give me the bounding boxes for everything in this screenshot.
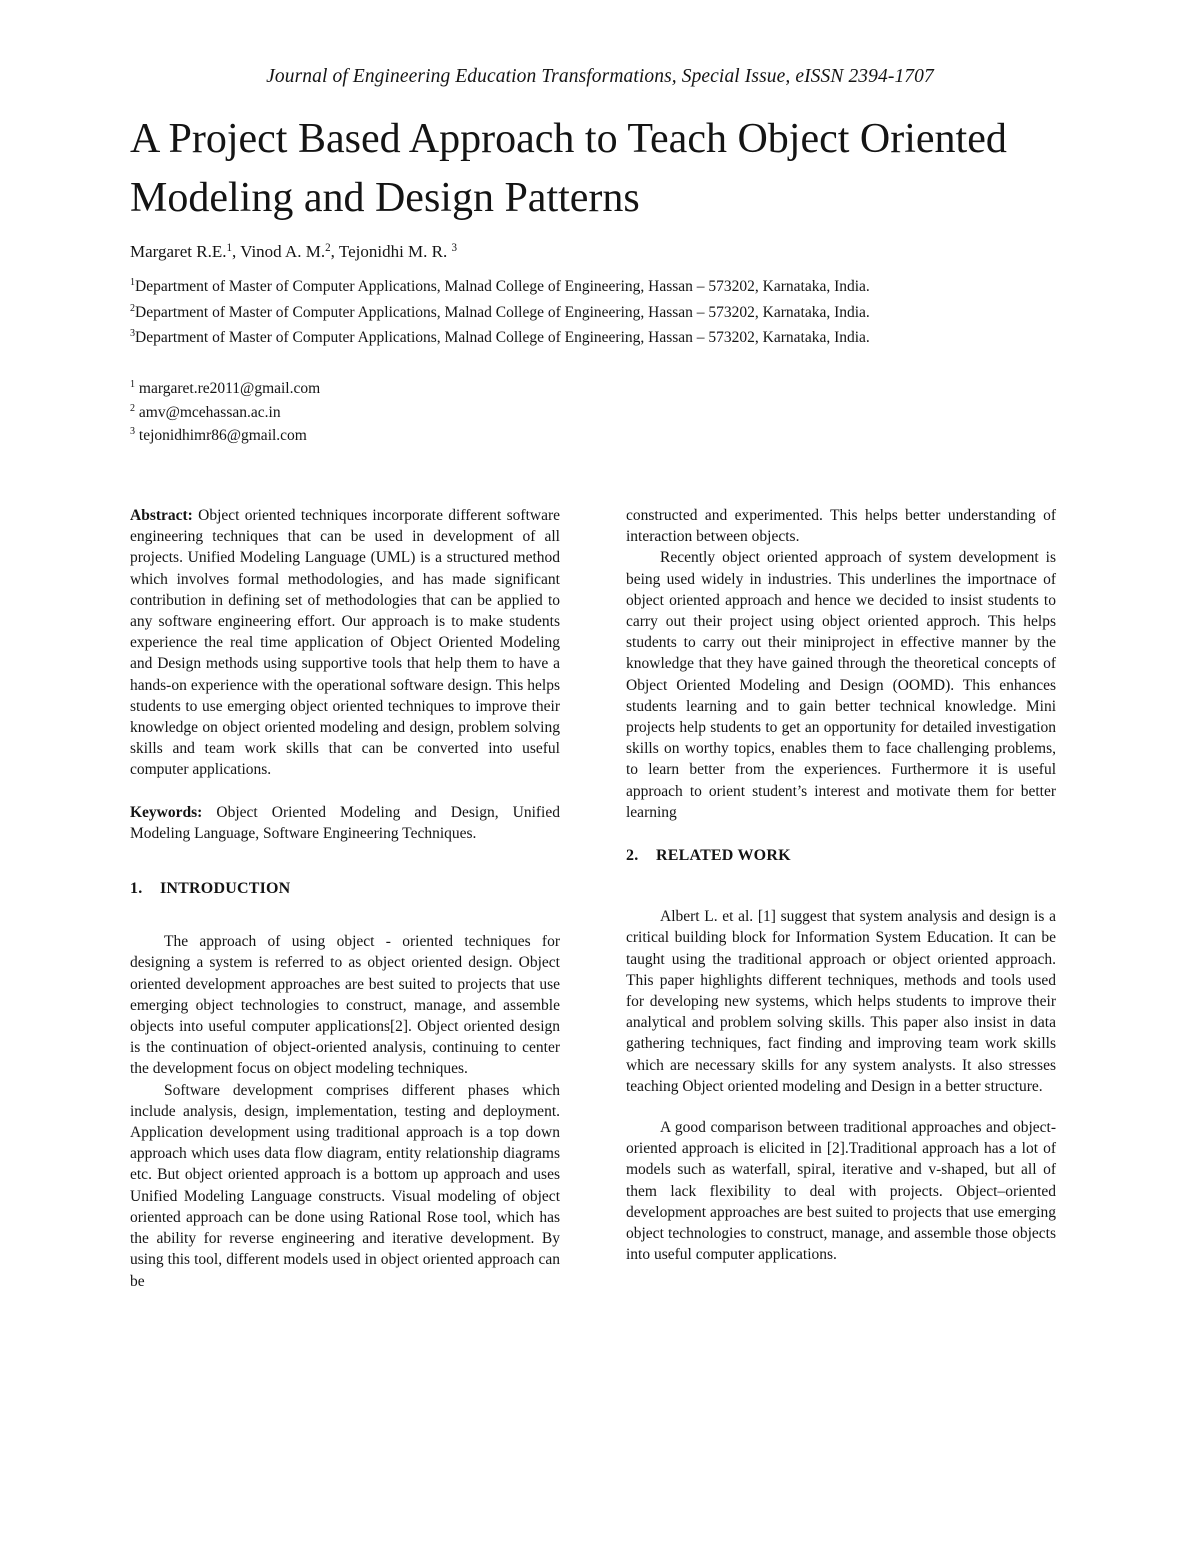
- author-separator: ,: [330, 242, 339, 261]
- email-mark: 1: [130, 379, 136, 391]
- author-list: [130, 242, 457, 262]
- email-address[interactable]: amv@mcehassan.ac.in: [138, 403, 281, 421]
- section-title: RELATED WORK: [656, 847, 791, 865]
- email-mark: 3: [130, 426, 136, 438]
- intro-continuation-paragraph: constructed and experimented. This helps better understanding of interaction between objects.: [626, 507, 1056, 546]
- affiliation-mark: 2: [130, 302, 136, 314]
- author-mark: 3: [451, 241, 458, 254]
- journal-header: Journal of Engineering Education Transformations, Special Issue, eISSN 2394-1707: [266, 66, 934, 87]
- author-name: Vinod A. M.: [240, 242, 326, 261]
- email-line: [130, 424, 320, 448]
- author-name: Margaret R.E.: [130, 242, 227, 261]
- email-line: [130, 401, 320, 425]
- affiliation-text: Department of Master of Computer Applications, Malnad College of Engineering, Hassan – 573202, Karnataka, India.: [135, 278, 870, 295]
- paper-title: A Project Based Approach to Teach Object Oriented Modeling and Design Patterns: [130, 116, 1007, 221]
- affiliation-mark: 3: [130, 328, 136, 340]
- abstract: [130, 505, 560, 781]
- affiliation-list: [130, 274, 870, 351]
- affiliation-line: [130, 274, 870, 300]
- right-column: [626, 505, 1056, 1266]
- section-number: 2.: [626, 847, 639, 865]
- author-mark: 2: [325, 241, 331, 254]
- email-list: [130, 377, 320, 448]
- intro-paragraph-1: The approach of using object - oriented techniques for designing a system is referred to as object oriented design. Object oriented development approaches are best suited to projects that use emerging object technologies to construct, manage, and assemble objects into useful computer applications[2]. Object oriented design is the continuation of object-oriented analysis, continuing to center the development focus on object modeling techniques.: [130, 933, 560, 1078]
- affiliation-line: [130, 325, 870, 351]
- section-number: 1.: [130, 880, 143, 898]
- keywords-label: Keywords:: [130, 803, 203, 821]
- abstract-text: Object oriented techniques incorporate different software engineering techniques that can be used in development of all projects. Unified Modeling Language (UML) is a structured method which involves formal methodologies, and has made significant contribution in defining set of methodologies that can be applied to any software engineering effort. Our approach is to make students experience the real time application of Object Oriented Modeling and Design methods using supportive tools that help them to have a hands-on experience with the operational software design. This helps students to use emerging object oriented techniques to improve their knowledge on object oriented modeling and design, problem solving skills and team work skills that can be converted into useful computer applications.: [130, 507, 560, 779]
- email-address[interactable]: margaret.re2011@gmail.com: [138, 380, 321, 397]
- email-address[interactable]: tejonidhimr86@gmail.com: [138, 427, 307, 444]
- email-mark: 2: [130, 402, 136, 414]
- email-line: [130, 377, 320, 401]
- abstract-label: Abstract:: [130, 507, 193, 524]
- section-heading-related-work: [626, 845, 1056, 866]
- affiliation-text: Department of Master of Computer Applications, Malnad College of Engineering, Hassan – 573202, Karnataka, India.: [135, 329, 870, 346]
- author-separator: ,: [232, 242, 241, 261]
- section-title: INTRODUCTION: [160, 880, 291, 898]
- related-work-paragraph-2: A good comparison between traditional approaches and object-oriented approach is elicited in [2].Traditional approach has a lot of models such as waterfall, spiral, iterative and v-shaped, but all of them lack flexibility to deal with projects. Object–oriented development approaches are best suited to projects that use emerging object technologies to construct, manage, and assemble those objects into useful computer applications.: [626, 1119, 1056, 1264]
- affiliation-line: [130, 300, 870, 326]
- affiliation-mark: 1: [130, 277, 136, 289]
- left-column: [130, 505, 560, 1292]
- author-mark: 1: [226, 241, 232, 254]
- author-name: Tejonidhi M. R.: [338, 242, 452, 261]
- section-heading-introduction: [130, 878, 560, 899]
- related-work-paragraph-1: Albert L. et al. [1] suggest that system analysis and design is a critical building block for Information System Education. It can be taught using the traditional approach or object oriented approach. This paper highlights different techniques, methods and tools used for developing new systems, which helps students to improve their analytical and problem solving skills. This paper also insist in data gathering techniques, fact finding and improving team work skills which are necessary skills for any system analysts. It also stresses teaching Object oriented modeling and Design in a better structure.: [626, 908, 1056, 1095]
- keywords: [130, 802, 560, 844]
- intro-paragraph-3: Recently object oriented approach of system development is being used widely in industries. This underlines the importnace of object oriented approach and hence we decided to insist students to carry out their project using object oriented approch. This helps students to carry out their miniproject in effective manner by the knowledge that they have gained through the theoretical concepts of Object Oriented Modeling and Design (OOMD). This enhances students learning and to gain better technical knowledge. Mini projects help students to get an opportunity for detailed investigation skills on worthy topics, enables them to face challenging problems, to learn better from the experiences. Furthermore it is useful approach to orient student’s interest and motivate them for better learning: [626, 549, 1056, 821]
- intro-paragraph-2: Software development comprises different phases which include analysis, design, implementation, testing and deployment. Application development using traditional approach is a top down approach which uses data flow diagram, entity relationship diagrams etc. But object oriented approach is a bottom up approach and uses Unified Modeling Language constructs. Visual modeling of object oriented approach can be done using Rational Rose tool, which has the ability for reverse engineering and iterative development. By using this tool, different models used in object oriented approach can be: [130, 1081, 560, 1290]
- keywords-text: Object Oriented Modeling and Design, Unified Modeling Language, Software Engineering Techniques.: [130, 803, 560, 842]
- affiliation-text: Department of Master of Computer Applications, Malnad College of Engineering, Hassan – 573202, Karnataka, India.: [135, 303, 870, 321]
